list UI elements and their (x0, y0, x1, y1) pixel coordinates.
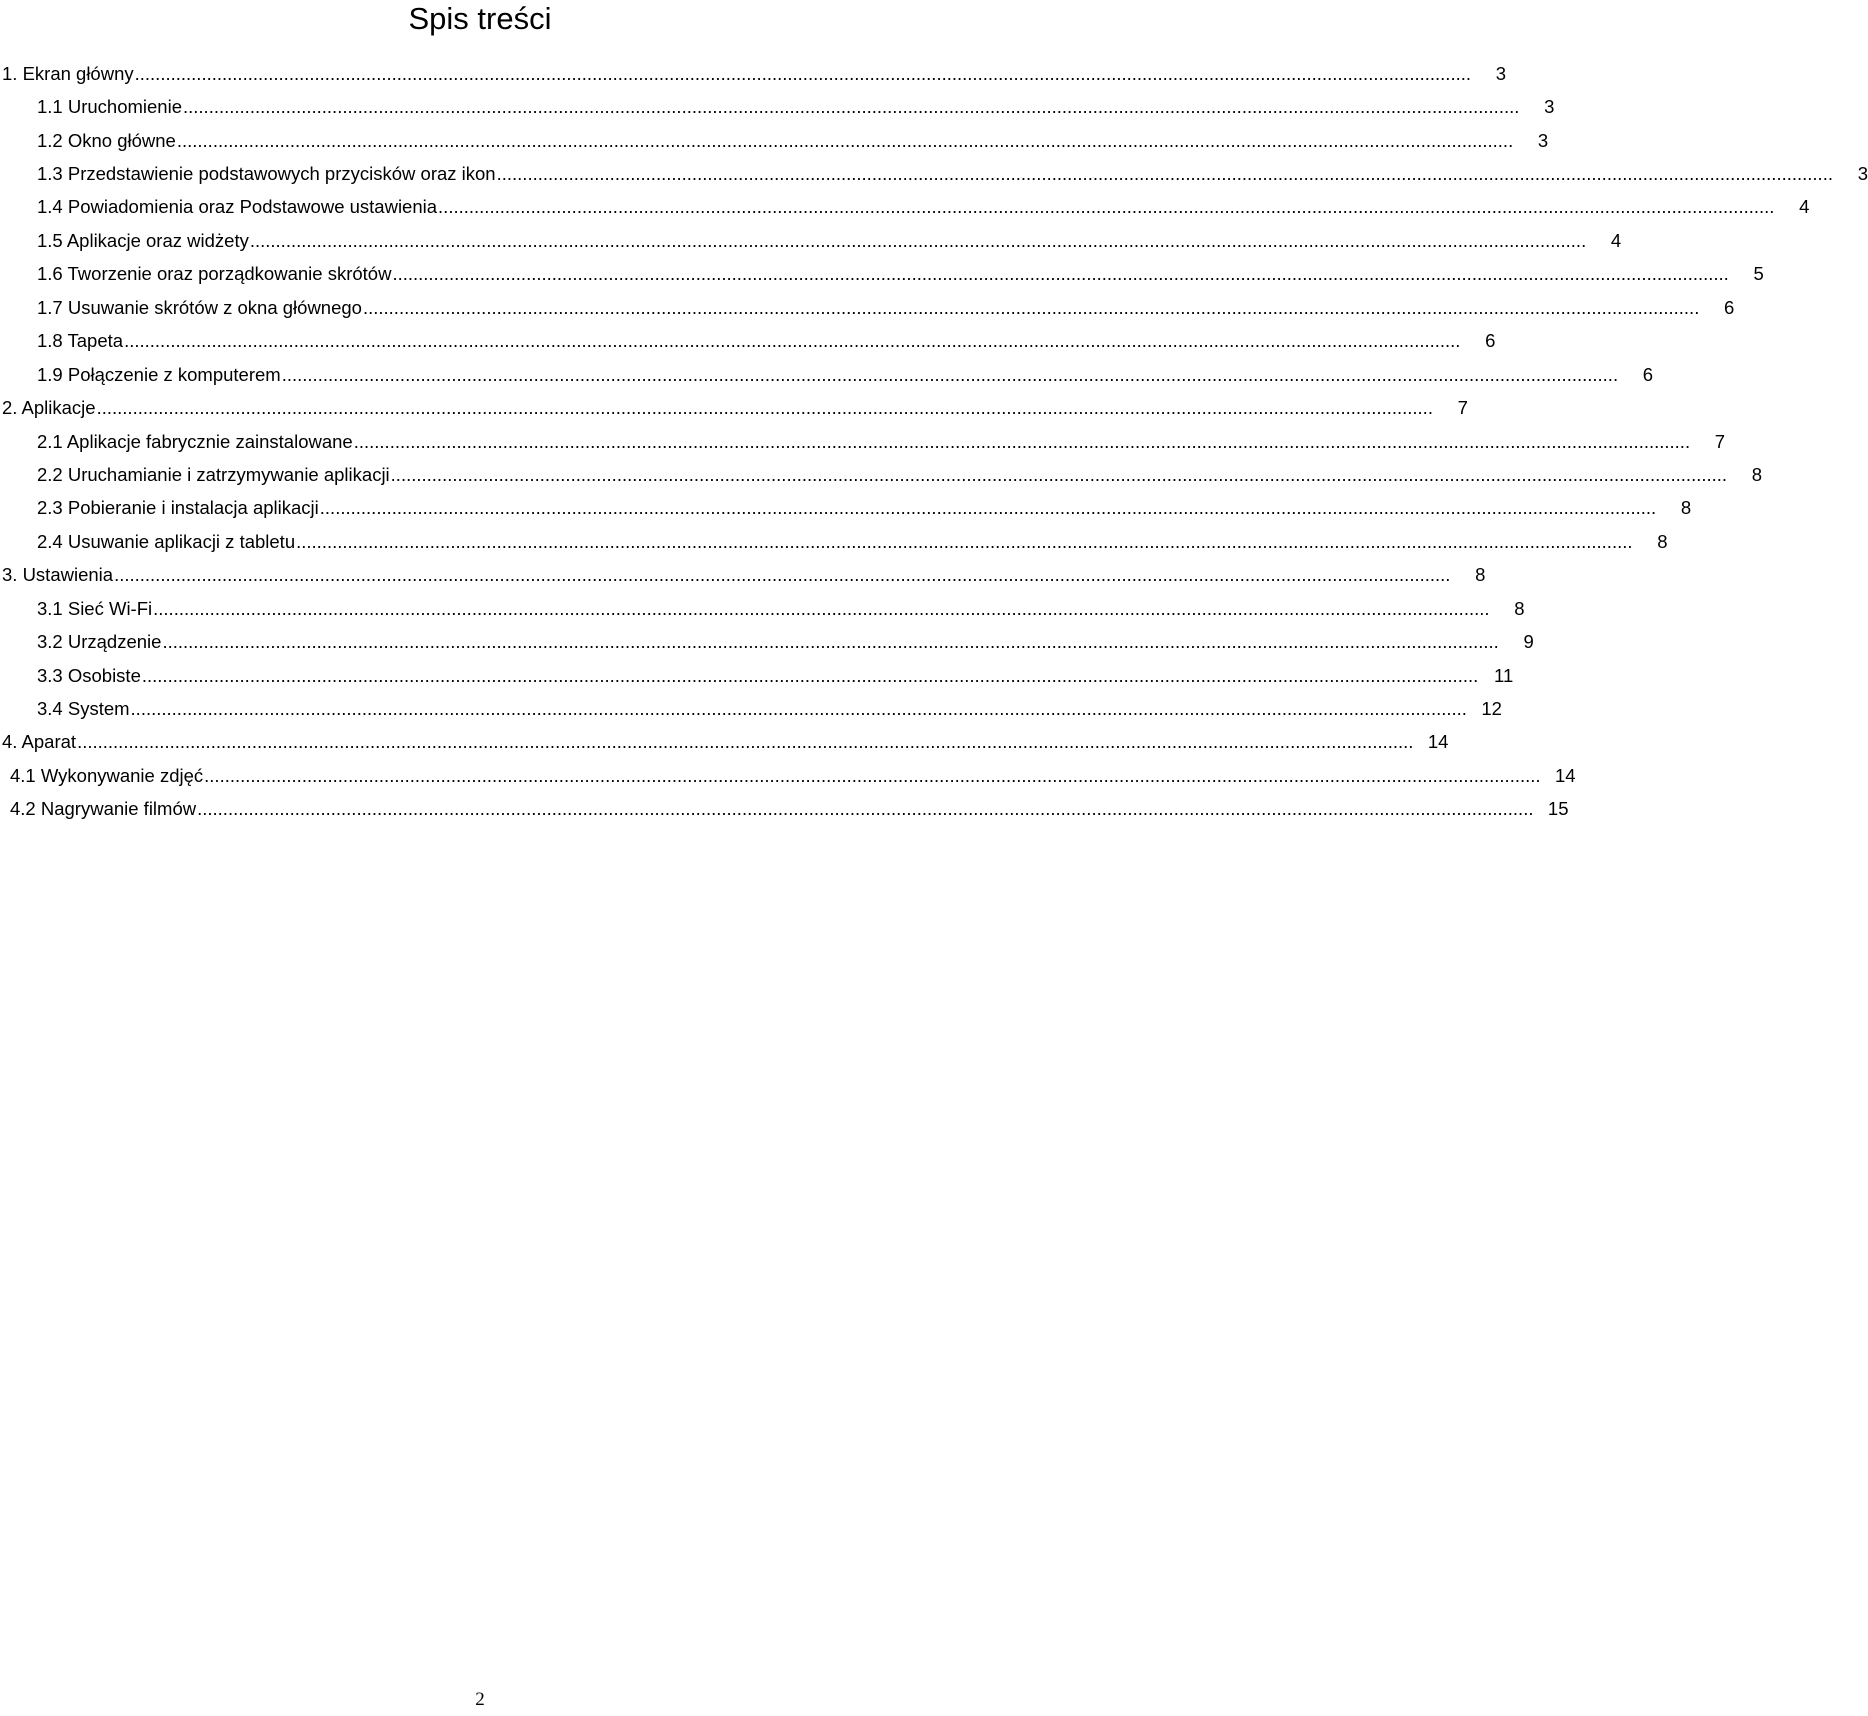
toc-entry-page: 7 (1714, 430, 1726, 452)
toc-dot-leader (135, 63, 1471, 85)
toc-entry[interactable] (0, 191, 1810, 224)
toc-entry[interactable] (0, 391, 1468, 424)
toc-entry-page: 3 (1544, 96, 1555, 118)
toc-dot-leader (392, 263, 1728, 285)
toc-dot-leader (250, 230, 1586, 252)
toc-dot-leader (438, 196, 1774, 218)
toc-entry[interactable] (0, 224, 1622, 257)
toc-dot-leader (296, 531, 1632, 553)
toc-entry-page: 14 (1427, 731, 1449, 753)
toc-dot-leader (177, 130, 1513, 152)
toc-entry-title: 4.2 Nagrywanie filmów (10, 798, 197, 820)
toc-entry[interactable] (0, 692, 1502, 725)
toc-entry[interactable] (0, 124, 1549, 157)
toc-dot-leader (153, 598, 1489, 620)
toc-entry[interactable] (0, 90, 1555, 123)
toc-entry-page: 7 (1457, 397, 1468, 419)
toc-entry[interactable] (0, 458, 1763, 491)
toc-entry-page: 3 (1495, 62, 1506, 84)
toc-entry-page: 4 (1610, 229, 1622, 251)
toc-entry-title: 3.4 System (37, 698, 130, 720)
toc-entry-title: 1.3 Przedstawienie podstawowych przycisków oraz ikon (37, 163, 496, 185)
toc-entry-page: 8 (1514, 597, 1525, 619)
toc-entry[interactable] (0, 559, 1486, 592)
toc-entry-page: 6 (1642, 363, 1654, 385)
page-title: Spis treści (408, 1, 552, 36)
toc-entry-title: 3. Ustawienia (2, 564, 114, 586)
toc-dot-leader (497, 163, 1833, 185)
toc-entry-title: 3.3 Osobiste (37, 664, 141, 686)
toc-dot-leader (114, 564, 1450, 586)
toc-dot-leader (124, 330, 1460, 352)
toc-entry-page: 11 (1494, 664, 1514, 686)
toc-dot-leader (77, 731, 1413, 753)
toc-entry[interactable] (0, 57, 1506, 90)
toc-dot-leader (320, 497, 1656, 519)
toc-entry[interactable] (0, 358, 1654, 391)
toc-entry-page: 8 (1657, 530, 1668, 552)
table-of-contents (0, 57, 1868, 826)
toc-entry-page: 3 (1857, 163, 1868, 185)
toc-dot-leader (197, 798, 1533, 820)
toc-entry[interactable] (0, 258, 1764, 291)
toc-dot-leader (391, 464, 1727, 486)
toc-entry-page: 6 (1485, 330, 1496, 352)
toc-dot-leader (354, 431, 1690, 453)
toc-entry[interactable] (0, 325, 1496, 358)
toc-entry-page: 9 (1523, 631, 1534, 653)
toc-entry-title: 1.6 Tworzenie oraz porządkowanie skrótów (37, 263, 392, 285)
page-number: 2 (475, 1689, 485, 1710)
toc-entry-page: 8 (1680, 497, 1692, 519)
toc-entry-title: 2.4 Usuwanie aplikacji z tabletu (37, 530, 296, 552)
toc-entry[interactable] (0, 759, 1576, 792)
toc-entry[interactable] (0, 659, 1514, 692)
toc-entry[interactable] (0, 793, 1569, 826)
toc-entry-page: 8 (1751, 463, 1763, 485)
toc-entry[interactable] (0, 425, 1726, 458)
toc-entry-page: 15 (1547, 798, 1569, 820)
toc-entry[interactable] (0, 525, 1668, 558)
toc-entry-title: 1.2 Okno główne (37, 129, 176, 151)
toc-entry-title: 1.4 Powiadomienia oraz Podstawowe ustawienia (37, 196, 438, 218)
toc-entry-page: 3 (1537, 129, 1549, 151)
toc-dot-leader (131, 698, 1467, 720)
toc-entry-title: 2.3 Pobieranie i instalacja aplikacji (37, 497, 319, 519)
toc-entry-title: 1.1 Uruchomienie (37, 96, 182, 118)
toc-entry-title: 4.1 Wykonywanie zdjęć (10, 764, 204, 786)
toc-entry-title: 1.7 Usuwanie skrótów z okna głównego (37, 296, 362, 318)
toc-dot-leader (183, 96, 1519, 118)
toc-dot-leader (162, 631, 1498, 653)
toc-entry-title: 2.2 Uruchamianie i zatrzymywanie aplikacji (37, 463, 390, 485)
toc-dot-leader (204, 765, 1540, 787)
toc-entry-title: 3.1 Sieć Wi-Fi (37, 597, 153, 619)
toc-entry-page: 6 (1724, 296, 1735, 318)
toc-entry-title: 1.9 Połączenie z komputerem (37, 363, 281, 385)
toc-entry-title: 2.1 Aplikacje fabrycznie zainstalowane (37, 430, 353, 452)
toc-entry[interactable] (0, 726, 1449, 759)
toc-entry[interactable] (0, 492, 1692, 525)
toc-entry-title: 1.5 Aplikacje oraz widżety (37, 229, 249, 251)
toc-entry-page: 4 (1799, 196, 1810, 218)
toc-dot-leader (363, 297, 1699, 319)
toc-entry-page: 14 (1554, 764, 1576, 786)
toc-entry-title: 2. Aplikacje (2, 397, 96, 419)
toc-entry[interactable] (0, 291, 1735, 324)
toc-entry-title: 1. Ekran główny (2, 62, 134, 84)
toc-entry[interactable] (0, 157, 1868, 190)
toc-entry-title: 3.2 Urządzenie (37, 631, 162, 653)
toc-dot-leader (97, 397, 1433, 419)
toc-dot-leader (142, 665, 1478, 687)
toc-dot-leader (282, 364, 1618, 386)
toc-entry[interactable] (0, 592, 1525, 625)
toc-entry-page: 12 (1481, 698, 1502, 720)
toc-entry-page: 8 (1475, 564, 1486, 586)
toc-entry-page: 5 (1753, 263, 1764, 285)
toc-entry[interactable] (0, 625, 1534, 658)
toc-entry-title: 1.8 Tapeta (37, 330, 124, 352)
toc-entry-title: 4. Aparat (2, 731, 77, 753)
